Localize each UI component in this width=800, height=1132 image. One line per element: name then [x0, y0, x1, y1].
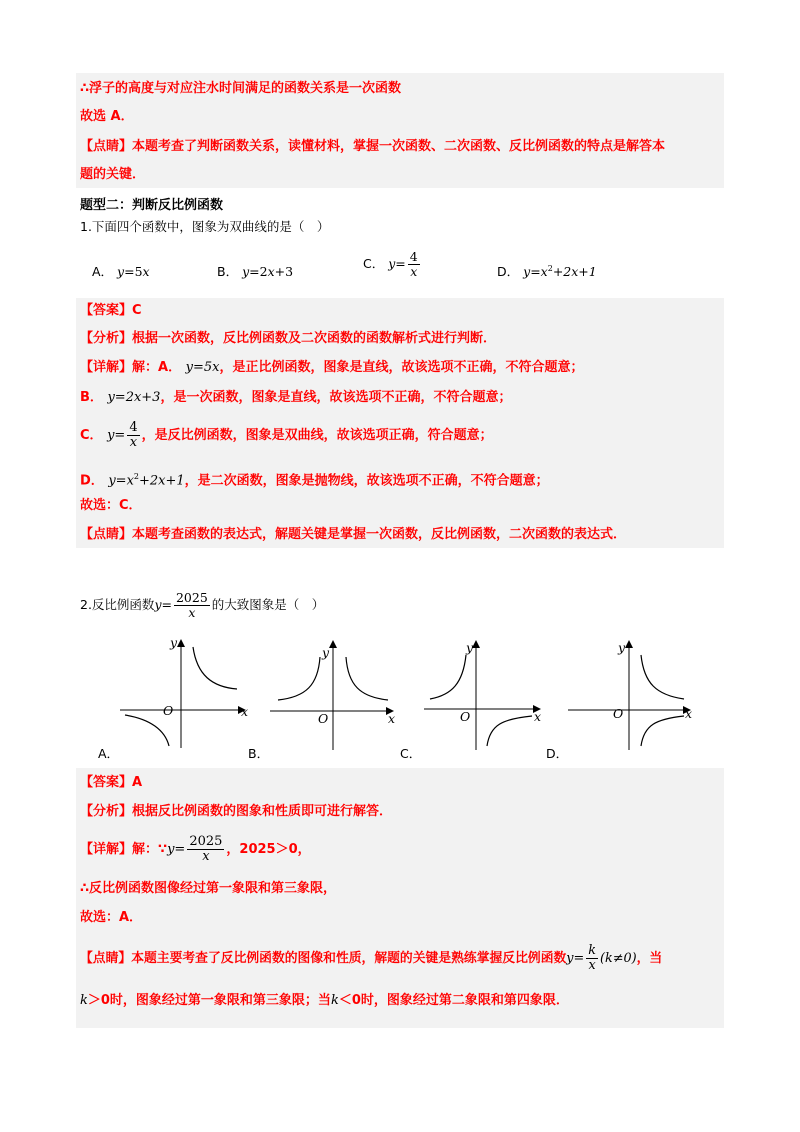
- fraction-denominator: x: [202, 849, 210, 864]
- q1-detail-c: [80, 420, 493, 452]
- curve-branch-1: [193, 647, 237, 689]
- option-expr: =x: [530, 264, 548, 279]
- detail-tag: 【详解】: [80, 360, 133, 375]
- detail-pre: C．: [80, 428, 103, 443]
- section-title: 题型二：判断反比例函数: [80, 198, 224, 213]
- option-x: x: [267, 264, 275, 279]
- comment-cond: (k≠0): [600, 951, 637, 966]
- stem-fraction: [174, 591, 210, 620]
- option-x: x: [142, 264, 150, 279]
- curve-branch-2: [487, 716, 532, 746]
- option-expr: =5: [124, 264, 143, 279]
- detail-math: y=2x+3: [107, 390, 161, 405]
- comment-text: 本题考查了判断函数关系，读懂材料，掌握一次函数、二次函数、反比例函数的特点是解答本: [132, 139, 666, 154]
- fraction-numerator: 4: [129, 420, 138, 435]
- q2-detail: [80, 833, 311, 867]
- detail-tag: 【详解】: [80, 842, 133, 857]
- detail-math: y=x: [108, 473, 134, 489]
- prev-choose: 故选 A．: [80, 109, 134, 124]
- q2-stem: [80, 588, 324, 622]
- comment-end: ，当: [636, 951, 663, 966]
- graph-b-origin: O: [318, 711, 329, 726]
- q1-comment: [80, 526, 626, 544]
- graph-a[interactable]: [120, 640, 245, 748]
- curve-branch-2: [125, 715, 169, 746]
- option-fraction: [408, 250, 420, 279]
- detail-pre: B．: [80, 390, 103, 405]
- detail-pre: D．: [80, 473, 104, 489]
- option-expr: =2: [249, 264, 268, 279]
- q2-detail-2: ∴反比例函数图像经过第一象限和第三象限，: [80, 881, 337, 896]
- stem-y: y=: [154, 597, 172, 612]
- q1-choose: 故选：C．: [80, 498, 142, 513]
- q1-detail-b: [80, 389, 511, 407]
- fraction-numerator: 2025: [175, 590, 208, 605]
- analysis-text: 根据一次函数，反比例函数及二次函数的函数解析式进行判断．: [132, 331, 497, 346]
- detail-text: ，是二次函数，图象是抛物线，故该选项不正确，不符合题意；: [184, 473, 549, 489]
- analysis-tag: 【分析】: [80, 331, 133, 346]
- detail-tail: +2x+1: [139, 473, 185, 489]
- detail-text: ，是一次函数，图象是直线，故该选项不正确，不符合题意；: [160, 390, 512, 405]
- detail-y: y=: [167, 842, 186, 857]
- comment-tag: 【点睛】: [80, 951, 132, 966]
- q1-stem: 1.下面四个函数中，图象为双曲线的是（ ）: [80, 219, 330, 234]
- q2-choose: 故选：A．: [80, 910, 143, 925]
- detail-sup: 2: [133, 472, 139, 481]
- option-y: y: [523, 264, 531, 279]
- fraction-denominator: x: [410, 264, 418, 279]
- answer-value: A: [132, 775, 143, 790]
- q1-answer: [80, 302, 142, 320]
- comment-tag: 【点睛】: [80, 527, 133, 542]
- option-y: y: [242, 264, 250, 279]
- detail-math: y=5x: [185, 360, 220, 375]
- prev-comment-cont: 题的关键．: [80, 167, 146, 182]
- comment-k: k: [80, 993, 88, 1008]
- graph-c-origin: O: [460, 709, 471, 724]
- q2-analysis: [80, 803, 392, 821]
- answer-tag: 【答案】: [80, 775, 133, 790]
- comment-text: 本题考查函数的表达式，解题关键是掌握一次函数，反比例函数，二次函数的表达式．: [132, 527, 627, 542]
- q1-option-b[interactable]: [217, 262, 293, 280]
- graph-c[interactable]: [424, 641, 540, 750]
- option-expr: =: [395, 256, 406, 271]
- analysis-text: 根据反比例函数的图象和性质即可进行解答．: [132, 804, 393, 819]
- graph-b-x-label: x: [388, 711, 396, 726]
- q2-comment: [80, 942, 662, 976]
- prev-conclusion: ∴浮子的高度与对应注水时间满足的函数关系是一次函数: [80, 81, 402, 96]
- graph-c-x-label: x: [534, 709, 542, 724]
- fraction-denominator: x: [588, 958, 596, 973]
- q2-comment-cont: [80, 992, 569, 1010]
- stem-pre: 2.反比例函数: [80, 597, 155, 612]
- graph-a-x-label: x: [241, 704, 249, 719]
- curve-branch-2: [278, 657, 320, 700]
- curve-branch-1: [641, 655, 684, 699]
- comment-text: 本题主要考查了反比例函数的图像和性质，解题的关键是熟练掌握反比例函数: [131, 951, 567, 966]
- comment-y: y=: [566, 951, 585, 966]
- detail-math: y=: [107, 428, 126, 443]
- graph-c-y-label: y: [466, 640, 474, 655]
- answer-value: C: [132, 303, 142, 318]
- prev-comment: [80, 138, 665, 156]
- q1-analysis: [80, 330, 496, 348]
- option-tail: +2x+1: [552, 264, 597, 279]
- graph-d-x-label: x: [685, 706, 693, 721]
- graph-a-label: A．: [98, 746, 120, 761]
- option-y: y: [117, 264, 125, 279]
- option-sup: 2: [547, 263, 553, 273]
- graph-d-origin: O: [613, 706, 624, 721]
- detail-pre: 解：∵: [132, 842, 168, 857]
- graph-d[interactable]: [568, 641, 693, 750]
- comment-text: ＜0时，图象经过第二象限和第四象限．: [338, 993, 569, 1008]
- fraction-numerator: 4: [409, 249, 418, 264]
- q1-option-c[interactable]: [363, 250, 422, 279]
- option-label: A．: [92, 264, 114, 279]
- q1-option-d[interactable]: [497, 262, 597, 280]
- option-label: B．: [217, 264, 239, 279]
- q2-answer: [80, 774, 142, 792]
- comment-k: k: [330, 993, 339, 1008]
- detail-post: ，2025＞0，: [226, 842, 311, 857]
- curve-branch-1: [430, 655, 466, 699]
- graph-a-origin: O: [163, 703, 174, 718]
- graph-d-label: D．: [546, 746, 569, 761]
- graph-a-y-label: y: [170, 635, 178, 650]
- curve-branch-2: [641, 716, 684, 746]
- comment-tag: 【点睛】: [80, 139, 133, 154]
- q1-detail-d: [80, 468, 549, 490]
- comment-fraction: [586, 944, 598, 973]
- analysis-tag: 【分析】: [80, 804, 133, 819]
- detail-fraction: [127, 421, 139, 450]
- option-y: y: [388, 256, 396, 271]
- option-label: C．: [363, 256, 385, 271]
- fraction-numerator: k: [588, 943, 596, 958]
- detail-pre: 解：A．: [132, 360, 182, 375]
- q1-detail-a: [80, 359, 583, 377]
- option-tail: +3: [274, 264, 294, 279]
- detail-text: ，是正比例函数，图象是直线，故该选项不正确，不符合题意；: [219, 360, 584, 375]
- fraction-denominator: x: [129, 435, 138, 450]
- fraction-denominator: x: [188, 605, 196, 620]
- answer-tag: 【答案】: [80, 303, 133, 318]
- option-label: D．: [497, 264, 520, 279]
- graph-b-label: B．: [248, 746, 270, 761]
- q1-option-a[interactable]: [92, 262, 150, 280]
- stem-post: 的大致图象是（ ）: [211, 597, 325, 612]
- graph-b[interactable]: [270, 641, 396, 750]
- fraction-numerator: 2025: [189, 834, 223, 849]
- comment-text: ＞0时，图象经过第一象限和第三象限；当: [87, 993, 331, 1008]
- graph-b-y-label: y: [322, 645, 330, 660]
- graph-d-y-label: y: [618, 640, 626, 655]
- detail-fraction: [187, 835, 224, 864]
- curve-branch-1: [346, 657, 388, 700]
- detail-text: ，是反比例函数，图象是双曲线，故该选项正确，符合题意；: [141, 428, 493, 443]
- graph-c-label: C．: [400, 746, 422, 761]
